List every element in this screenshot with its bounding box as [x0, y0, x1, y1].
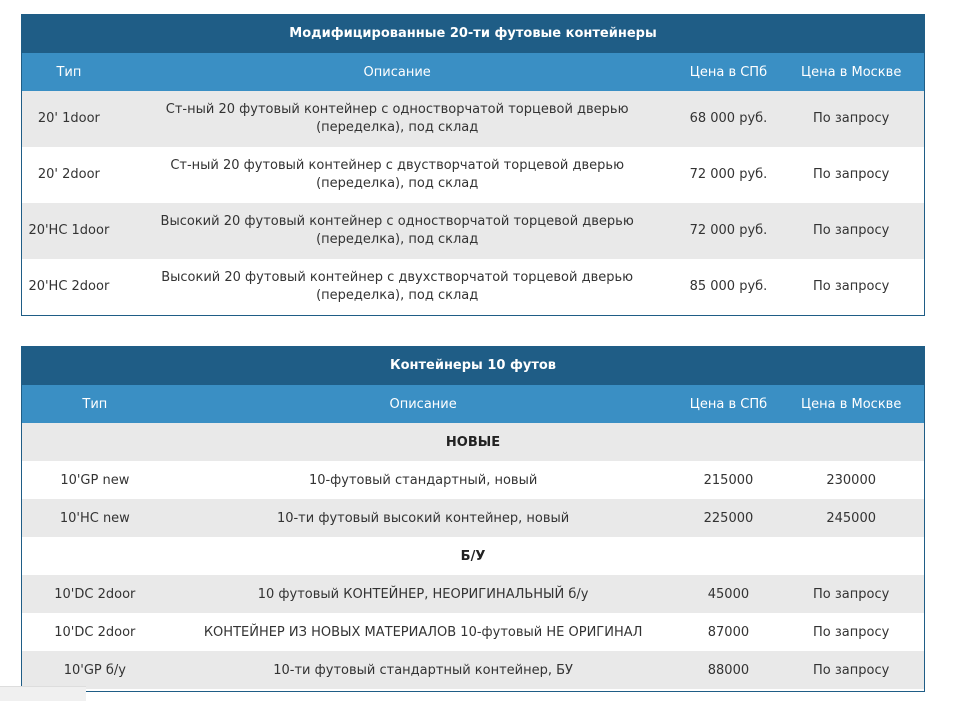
10ft-containers-table — [21, 346, 925, 692]
table-row — [22, 259, 924, 315]
cell-price-spb: 225000 — [703, 510, 754, 526]
table-title: Модифицированные 20-ти футовые контейнеры — [22, 15, 924, 53]
cell-description: Высокий 20 футовый контейнер с одностворчатой торцевой дверью (переделка), под склад — [160, 214, 634, 247]
cell-description: 10-футовый стандартный, новый — [308, 472, 538, 488]
table-row — [22, 613, 924, 651]
cell-type: 10'DC 2door — [54, 624, 136, 640]
header-type: Тип — [56, 64, 82, 80]
cell-type: 10'GP new — [60, 472, 130, 488]
table-row — [22, 461, 924, 499]
cell-price-spb: 72 000 руб. — [689, 223, 768, 238]
cell-price-moscow: По запросу — [813, 167, 890, 182]
cell-price-spb: 215000 — [703, 472, 754, 488]
cell-price-spb: 68 000 руб. — [689, 111, 768, 126]
table-row — [22, 91, 924, 147]
cell-description: Высокий 20 футовый контейнер с двухстворчатой торцевой дверью (переделка), под склад — [161, 270, 634, 303]
cell-price-moscow: 245000 — [826, 510, 876, 526]
cell-price-spb: 45000 — [707, 586, 750, 602]
cell-description: 10-ти футовый стандартный контейнер, БУ — [273, 662, 573, 678]
header-description: Описание — [363, 64, 431, 80]
cell-description: Ст-ный 20 футовый контейнер с двустворчатой торцевой дверью (переделка), под склад — [170, 158, 625, 191]
cell-price-moscow: По запросу — [813, 662, 890, 678]
section-row-new — [22, 423, 924, 461]
cell-description: Ст-ный 20 футовый контейнер с одностворчатой торцевой дверью (переделка), под склад — [165, 102, 629, 135]
modified-20ft-containers-table — [21, 14, 925, 316]
header-type: Тип — [82, 396, 108, 412]
cell-description: КОНТЕЙНЕР ИЗ НОВЫХ МАТЕРИАЛОВ 10-футовый НЕ ОРИГИНАЛ — [203, 624, 643, 640]
header-price-moscow: Цена в Москве — [801, 64, 902, 80]
table-row — [22, 575, 924, 613]
cell-type: 10'HC new — [59, 510, 130, 526]
table-header-row — [22, 53, 924, 91]
header-price-moscow: Цена в Москве — [801, 396, 902, 412]
partial-overlay-element — [0, 686, 86, 701]
cell-type: 10'GP б/у — [63, 662, 126, 678]
cell-price-moscow: По запросу — [813, 624, 890, 640]
section-label: НОВЫЕ — [445, 434, 501, 450]
cell-type: 20'HC 1door — [28, 223, 110, 238]
cell-price-spb: 72 000 руб. — [689, 167, 768, 182]
header-description: Описание — [389, 396, 457, 412]
table-row — [22, 203, 924, 259]
cell-price-moscow: По запросу — [813, 586, 890, 602]
header-price-spb: Цена в СПб — [689, 396, 768, 412]
cell-description: 10 футовый КОНТЕЙНЕР, НЕОРИГИНАЛЬНЫЙ б/у — [257, 586, 589, 602]
table-row — [22, 651, 924, 689]
cell-price-moscow: 230000 — [826, 472, 876, 488]
table-title: Контейнеры 10 футов — [22, 347, 924, 385]
table-row — [22, 147, 924, 203]
table-header-row — [22, 385, 924, 423]
cell-price-spb: 88000 — [707, 662, 750, 678]
cell-description: 10-ти футовый высокий контейнер, новый — [276, 510, 570, 526]
cell-price-moscow: По запросу — [813, 223, 890, 238]
cell-type: 10'DC 2door — [54, 586, 136, 602]
section-row-used — [22, 537, 924, 575]
table-row — [22, 499, 924, 537]
header-price-spb: Цена в СПб — [689, 64, 768, 80]
cell-price-spb: 87000 — [707, 624, 750, 640]
cell-price-moscow: По запросу — [813, 111, 890, 126]
cell-type: 20'HC 2door — [28, 279, 110, 294]
section-label: Б/У — [460, 548, 486, 564]
cell-price-spb: 85 000 руб. — [689, 279, 768, 294]
cell-type: 20' 1door — [37, 111, 100, 126]
cell-type: 20' 2door — [37, 167, 100, 182]
cell-price-moscow: По запросу — [813, 279, 890, 294]
